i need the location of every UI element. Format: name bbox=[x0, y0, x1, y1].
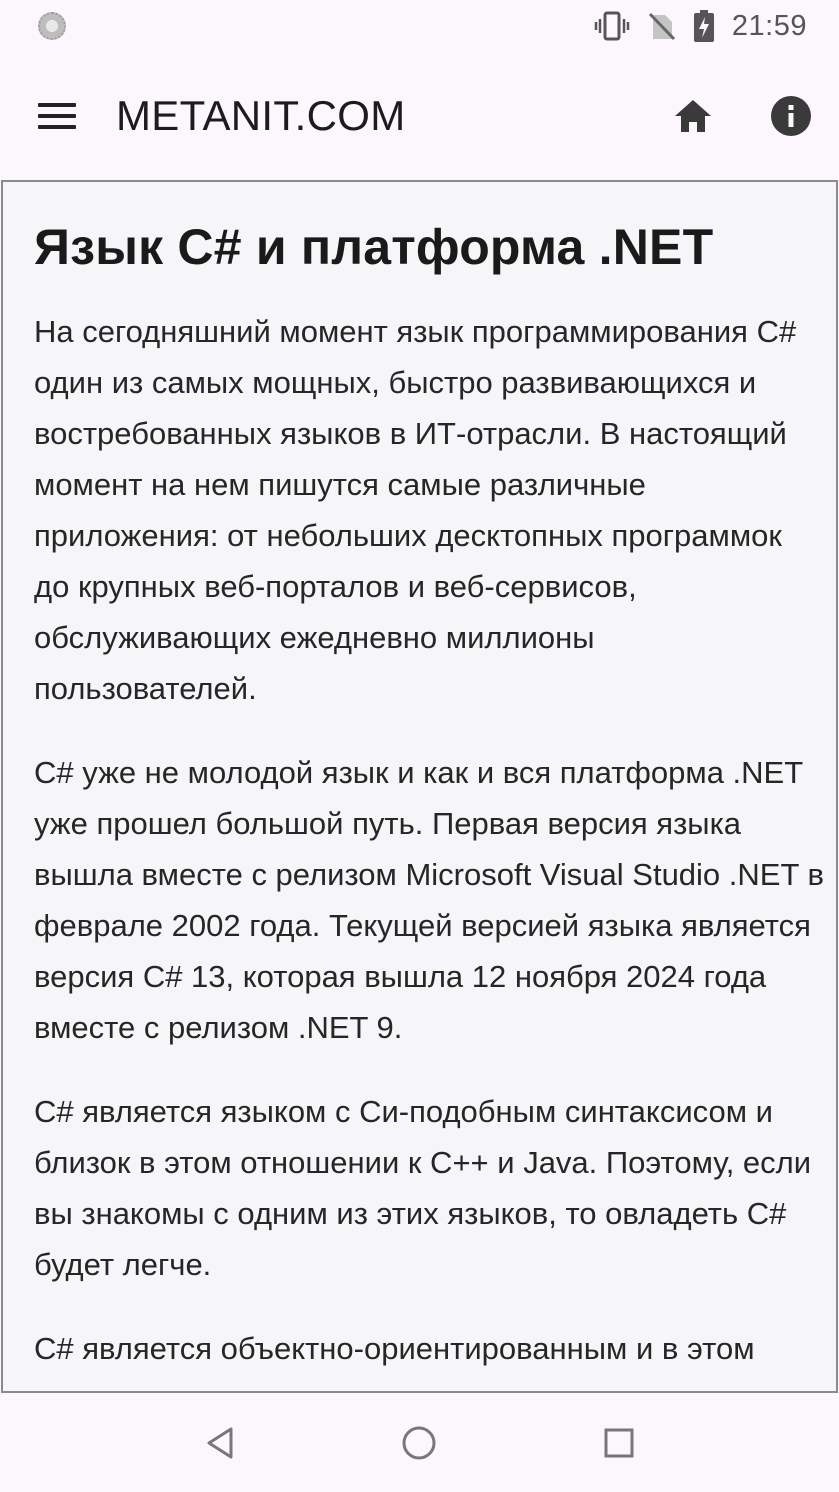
menu-icon[interactable] bbox=[38, 96, 78, 136]
app-title: METANIT.COM bbox=[116, 92, 406, 139]
status-bar bbox=[0, 0, 839, 52]
article-paragraph: На сегодняшний момент язык программирования C# один из самых мощных, быстро развивающихся и востребованных языков в ИТ-отрасли. В настоящий момент на нем пишутся самые различные приложения: от небольших десктопных программок до крупных веб-порталов и веб-сервисов, обслуживающих ежедневно миллионы пользователей. bbox=[34, 314, 797, 706]
article-paragraph: C# является языком с Си-подобным синтаксисом и близок в этом отношении к C++ и Java. Поэтому, если вы знакомы с одним из этих языков, то овладеть C# будет легче. bbox=[34, 1094, 812, 1282]
content-webview[interactable] bbox=[1, 180, 838, 1393]
article-paragraph: C# является объектно-ориентированным и в этом bbox=[34, 1331, 755, 1366]
info-icon[interactable] bbox=[769, 94, 813, 138]
article-title: Язык C# и платформа .NET bbox=[34, 219, 714, 275]
system-nav-bar bbox=[0, 1393, 839, 1492]
app-bar bbox=[0, 52, 839, 180]
home-circle-icon[interactable] bbox=[389, 1413, 449, 1473]
home-icon[interactable] bbox=[671, 94, 715, 138]
article-paragraph: C# уже не молодой язык и как и вся платформа .NET уже прошел большой путь. Первая версия языка вышла вместе с релизом Microsoft Visual Studio .NET в феврале 2002 года. Текущей версией языка является версия C# 13, которая вышла 12 ноября 2024 года вместе с релизом .NET 9. bbox=[34, 755, 824, 1045]
back-icon[interactable] bbox=[190, 1413, 250, 1473]
clock: 21:59 bbox=[731, 9, 807, 42]
recents-icon[interactable] bbox=[589, 1413, 649, 1473]
sync-icon bbox=[38, 12, 66, 40]
no-sim-icon bbox=[648, 11, 676, 41]
battery-charging-icon bbox=[694, 10, 714, 42]
vibrate-icon bbox=[594, 11, 630, 41]
